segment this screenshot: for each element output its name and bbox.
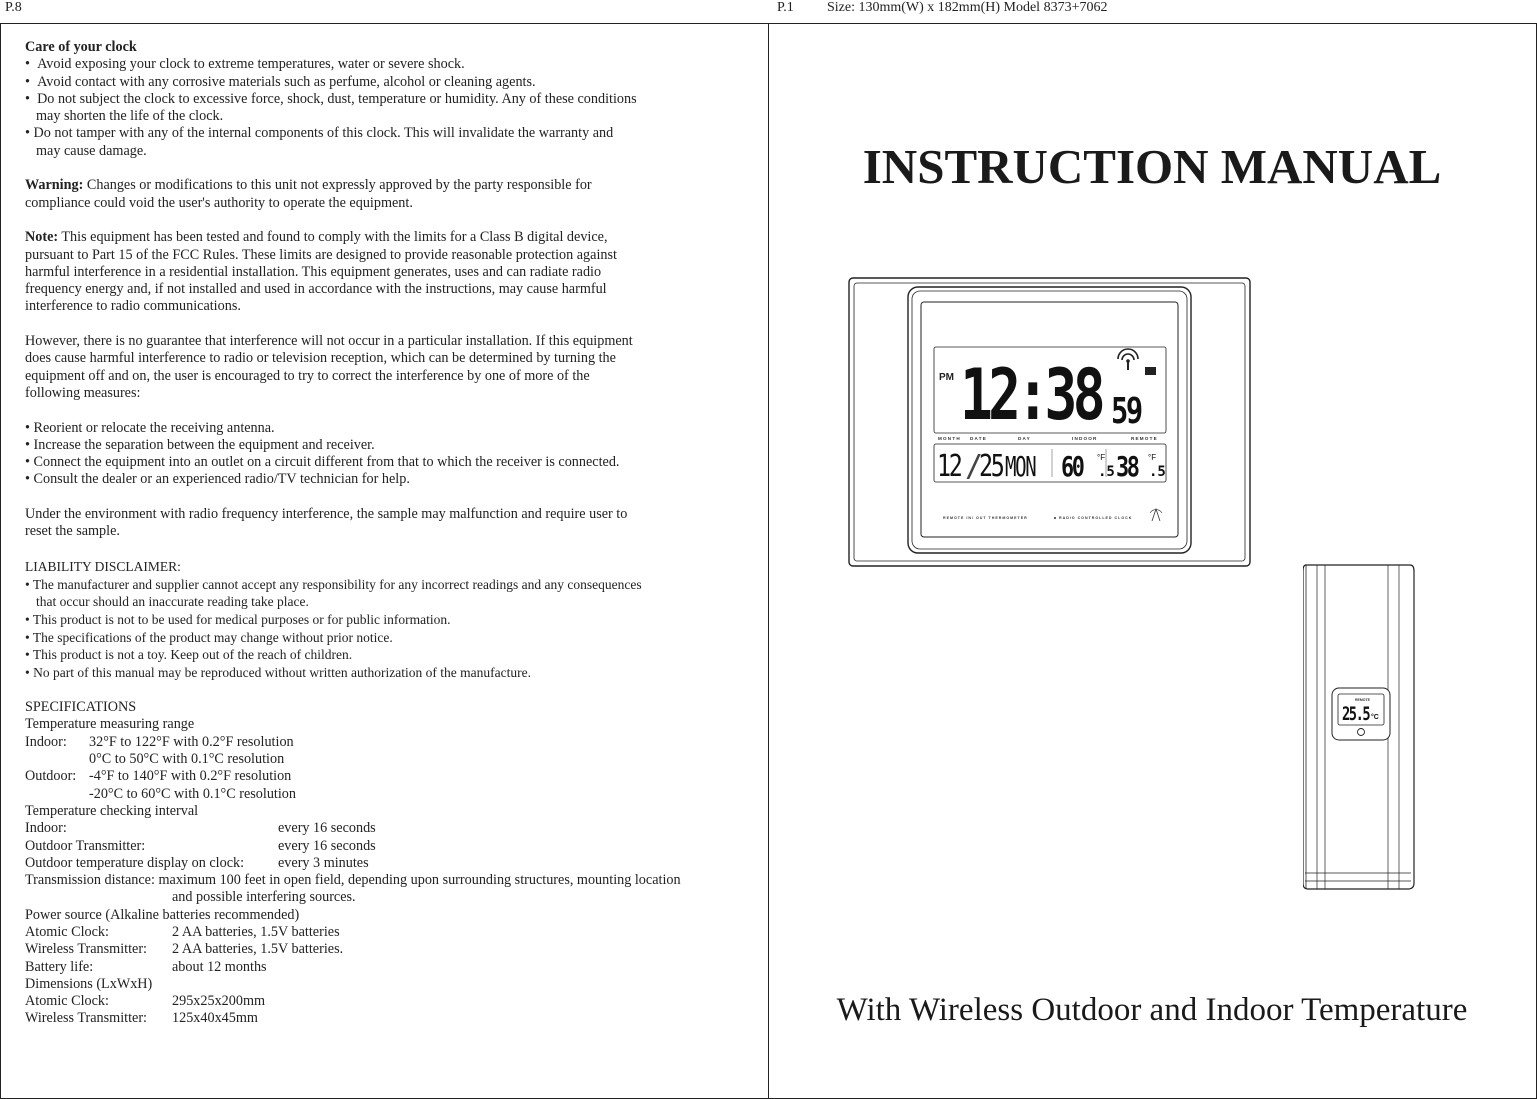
specs-interval-row: Outdoor Transmitter: every 16 seconds bbox=[25, 837, 376, 854]
note-line: frequency energy and, if not installed and used in accordance with the instructions, may cause harmful bbox=[25, 281, 607, 298]
care-bullet-cont: may shorten the life of the clock. bbox=[36, 108, 224, 125]
care-heading: Care of your clock bbox=[25, 39, 137, 55]
specs-interval-row: Indoor: every 16 seconds bbox=[25, 820, 376, 837]
measure-item: • Reorient or relocate the receiving antenna. bbox=[25, 419, 275, 436]
indoor-temp: 60 bbox=[1061, 450, 1083, 483]
specs-interval-row: Outdoor temperature display on clock: every 3 minutes bbox=[25, 854, 369, 871]
measure-item: • Consult the dealer or an experienced radio/TV technician for help. bbox=[25, 471, 410, 488]
specs-indoor-c: 0°C to 50°C with 0.1°C resolution bbox=[89, 751, 285, 768]
label-day: DAY bbox=[1018, 436, 1031, 441]
care-bullet: • Avoid exposing your clock to extreme temperatures, water or severe shock. bbox=[25, 56, 465, 73]
seconds-digits: 59 bbox=[1111, 389, 1141, 432]
liability-line: • The specifications of the product may change without prior notice. bbox=[25, 629, 393, 645]
measure-item: • Increase the separation between the equipment and receiver. bbox=[25, 436, 375, 453]
specs-power-heading: Power source (Alkaline batteries recommended) bbox=[25, 906, 300, 923]
care-bullet: • Do not subject the clock to excessive force, shock, dust, temperature or humidity. Any of these conditions bbox=[25, 90, 637, 107]
footer-thermometer: REMOTE IN/ OUT THERMOMETER bbox=[943, 516, 1028, 520]
care-bullet: • Avoid contact with any corrosive materials such as perfume, alcohol or cleaning agents. bbox=[25, 73, 536, 90]
however-line: following measures: bbox=[25, 384, 141, 401]
pm-indicator: PM bbox=[939, 372, 954, 383]
note-line: interference to radio communications. bbox=[25, 298, 241, 315]
specs-temp-range: Temperature measuring range bbox=[25, 716, 195, 733]
footer-radio: RADIO CONTROLLED CLOCK bbox=[1059, 516, 1133, 520]
sensor-temp: 25.5 bbox=[1342, 702, 1370, 725]
care-bullet: • Do not tamper with any of the internal components of this clock. This will invalidate the warranty and bbox=[25, 125, 614, 142]
specs-dims-heading: Dimensions (LxWxH) bbox=[25, 975, 153, 992]
left-page-number: P.8 bbox=[5, 0, 22, 15]
wireless-sensor-illustration bbox=[1303, 563, 1415, 893]
liability-line: • This product is not a toy. Keep out of the reach of children. bbox=[25, 647, 353, 663]
sensor-button-icon bbox=[1358, 729, 1365, 736]
liability-line: • The manufacturer and supplier cannot accept any responsibility for any incorrect readings and any consequences bbox=[25, 576, 642, 592]
date-digits: 25 bbox=[979, 449, 1003, 484]
sensor-label: REMOTE bbox=[1355, 698, 1370, 702]
specs-power-row: Atomic Clock: 2 AA batteries, 1.5V batteries bbox=[25, 923, 340, 940]
note-paragraph: Note: This equipment has been tested and found to comply with the limits for a Class B digital device, bbox=[25, 229, 608, 246]
warning-line: compliance could void the user's authority to operate the equipment. bbox=[25, 194, 413, 211]
specs-distance-cont: and possible interfering sources. bbox=[172, 889, 356, 906]
liability-heading: LIABILITY DISCLAIMER: bbox=[25, 558, 181, 574]
indoor-unit: °F bbox=[1097, 453, 1106, 462]
specs-interval-heading: Temperature checking interval bbox=[25, 802, 199, 819]
remote-temp: 38 bbox=[1116, 450, 1138, 483]
wall-clock-illustration bbox=[848, 277, 1252, 569]
liability-line: • This product is not to be used for medical purposes or for public information. bbox=[25, 612, 451, 628]
specs-outdoor-row: Outdoor: -4°F to 140°F with 0.2°F resolution bbox=[25, 768, 292, 785]
day-text: MON bbox=[1005, 450, 1036, 484]
specs-battery-row: Battery life: about 12 months bbox=[25, 958, 267, 975]
specs-power-row: Wireless Transmitter: 2 AA batteries, 1.5V batteries. bbox=[25, 941, 344, 958]
date-separator: / bbox=[965, 449, 984, 484]
liability-section bbox=[25, 558, 760, 682]
size-info: Size: 130mm(W) x 182mm(H) Model 8373+7062 bbox=[827, 0, 1108, 15]
however-line: However, there is no guarantee that interference will not occur in a particular installation. If this equipment bbox=[25, 333, 633, 350]
label-indoor: INDOOR bbox=[1072, 436, 1098, 441]
time-digits: 12:38 bbox=[960, 354, 1101, 436]
specs-indoor-row: Indoor: 32°F to 122°F with 0.2°F resolution bbox=[25, 733, 294, 750]
liability-line: that occur should an inaccurate reading take place. bbox=[36, 594, 309, 610]
label-remote: REMOTE bbox=[1131, 436, 1158, 441]
specs-outdoor-c: -20°C to 60°C with 0.1°C resolution bbox=[89, 785, 296, 802]
battery-indicator bbox=[1145, 367, 1156, 375]
sensor-unit: °C bbox=[1371, 714, 1379, 721]
note-line: pursuant to Part 15 of the FCC Rules. These limits are designed to provide reasonable protection against bbox=[25, 246, 617, 263]
manual-title: INSTRUCTION MANUAL bbox=[862, 139, 1442, 194]
specs-distance: Transmission distance: maximum 100 feet in open field, depending upon surrounding structures, mounting location bbox=[25, 872, 681, 889]
care-bullet-cont: may cause damage. bbox=[36, 142, 147, 159]
measure-item: • Connect the equipment into an outlet on a circuit different from that to which the receiver is connected. bbox=[25, 454, 620, 471]
right-page-number: P.1 bbox=[777, 0, 794, 15]
however-line: does cause harmful interference to radio or television reception, which can be determined by turning the bbox=[25, 350, 616, 367]
left-page-content bbox=[25, 39, 760, 1028]
specs-dims-row: Wireless Transmitter: 125x40x45mm bbox=[25, 1010, 258, 1027]
warning-paragraph: Warning: Changes or modifications to this unit not expressly approved by the party responsible for bbox=[25, 177, 592, 194]
specs-heading: SPECIFICATIONS bbox=[25, 699, 137, 716]
liability-line: • No part of this manual may be reproduced without written authorization of the manufacture. bbox=[25, 665, 531, 681]
specs-dims-row: Atomic Clock: 295x25x200mm bbox=[25, 993, 266, 1010]
remote-decimal: .5 bbox=[1149, 464, 1166, 480]
however-line: equipment off and on, the user is encouraged to try to correct the interference by one of more of the bbox=[25, 367, 590, 384]
label-month: MONTH bbox=[938, 436, 961, 441]
rf-line: Under the environment with radio frequency interference, the sample may malfunction and require user to bbox=[25, 506, 628, 523]
month-digits: 12 bbox=[937, 449, 961, 484]
rf-line: reset the sample. bbox=[25, 523, 120, 540]
label-date: DATE bbox=[970, 436, 987, 441]
note-line: harmful interference in a residential installation. This equipment generates, uses and can radiate radio bbox=[25, 263, 602, 280]
indoor-decimal: .5 bbox=[1098, 464, 1115, 480]
remote-unit: °F bbox=[1148, 453, 1157, 462]
manual-subtitle: With Wireless Outdoor and Indoor Temperature bbox=[836, 992, 1468, 1028]
